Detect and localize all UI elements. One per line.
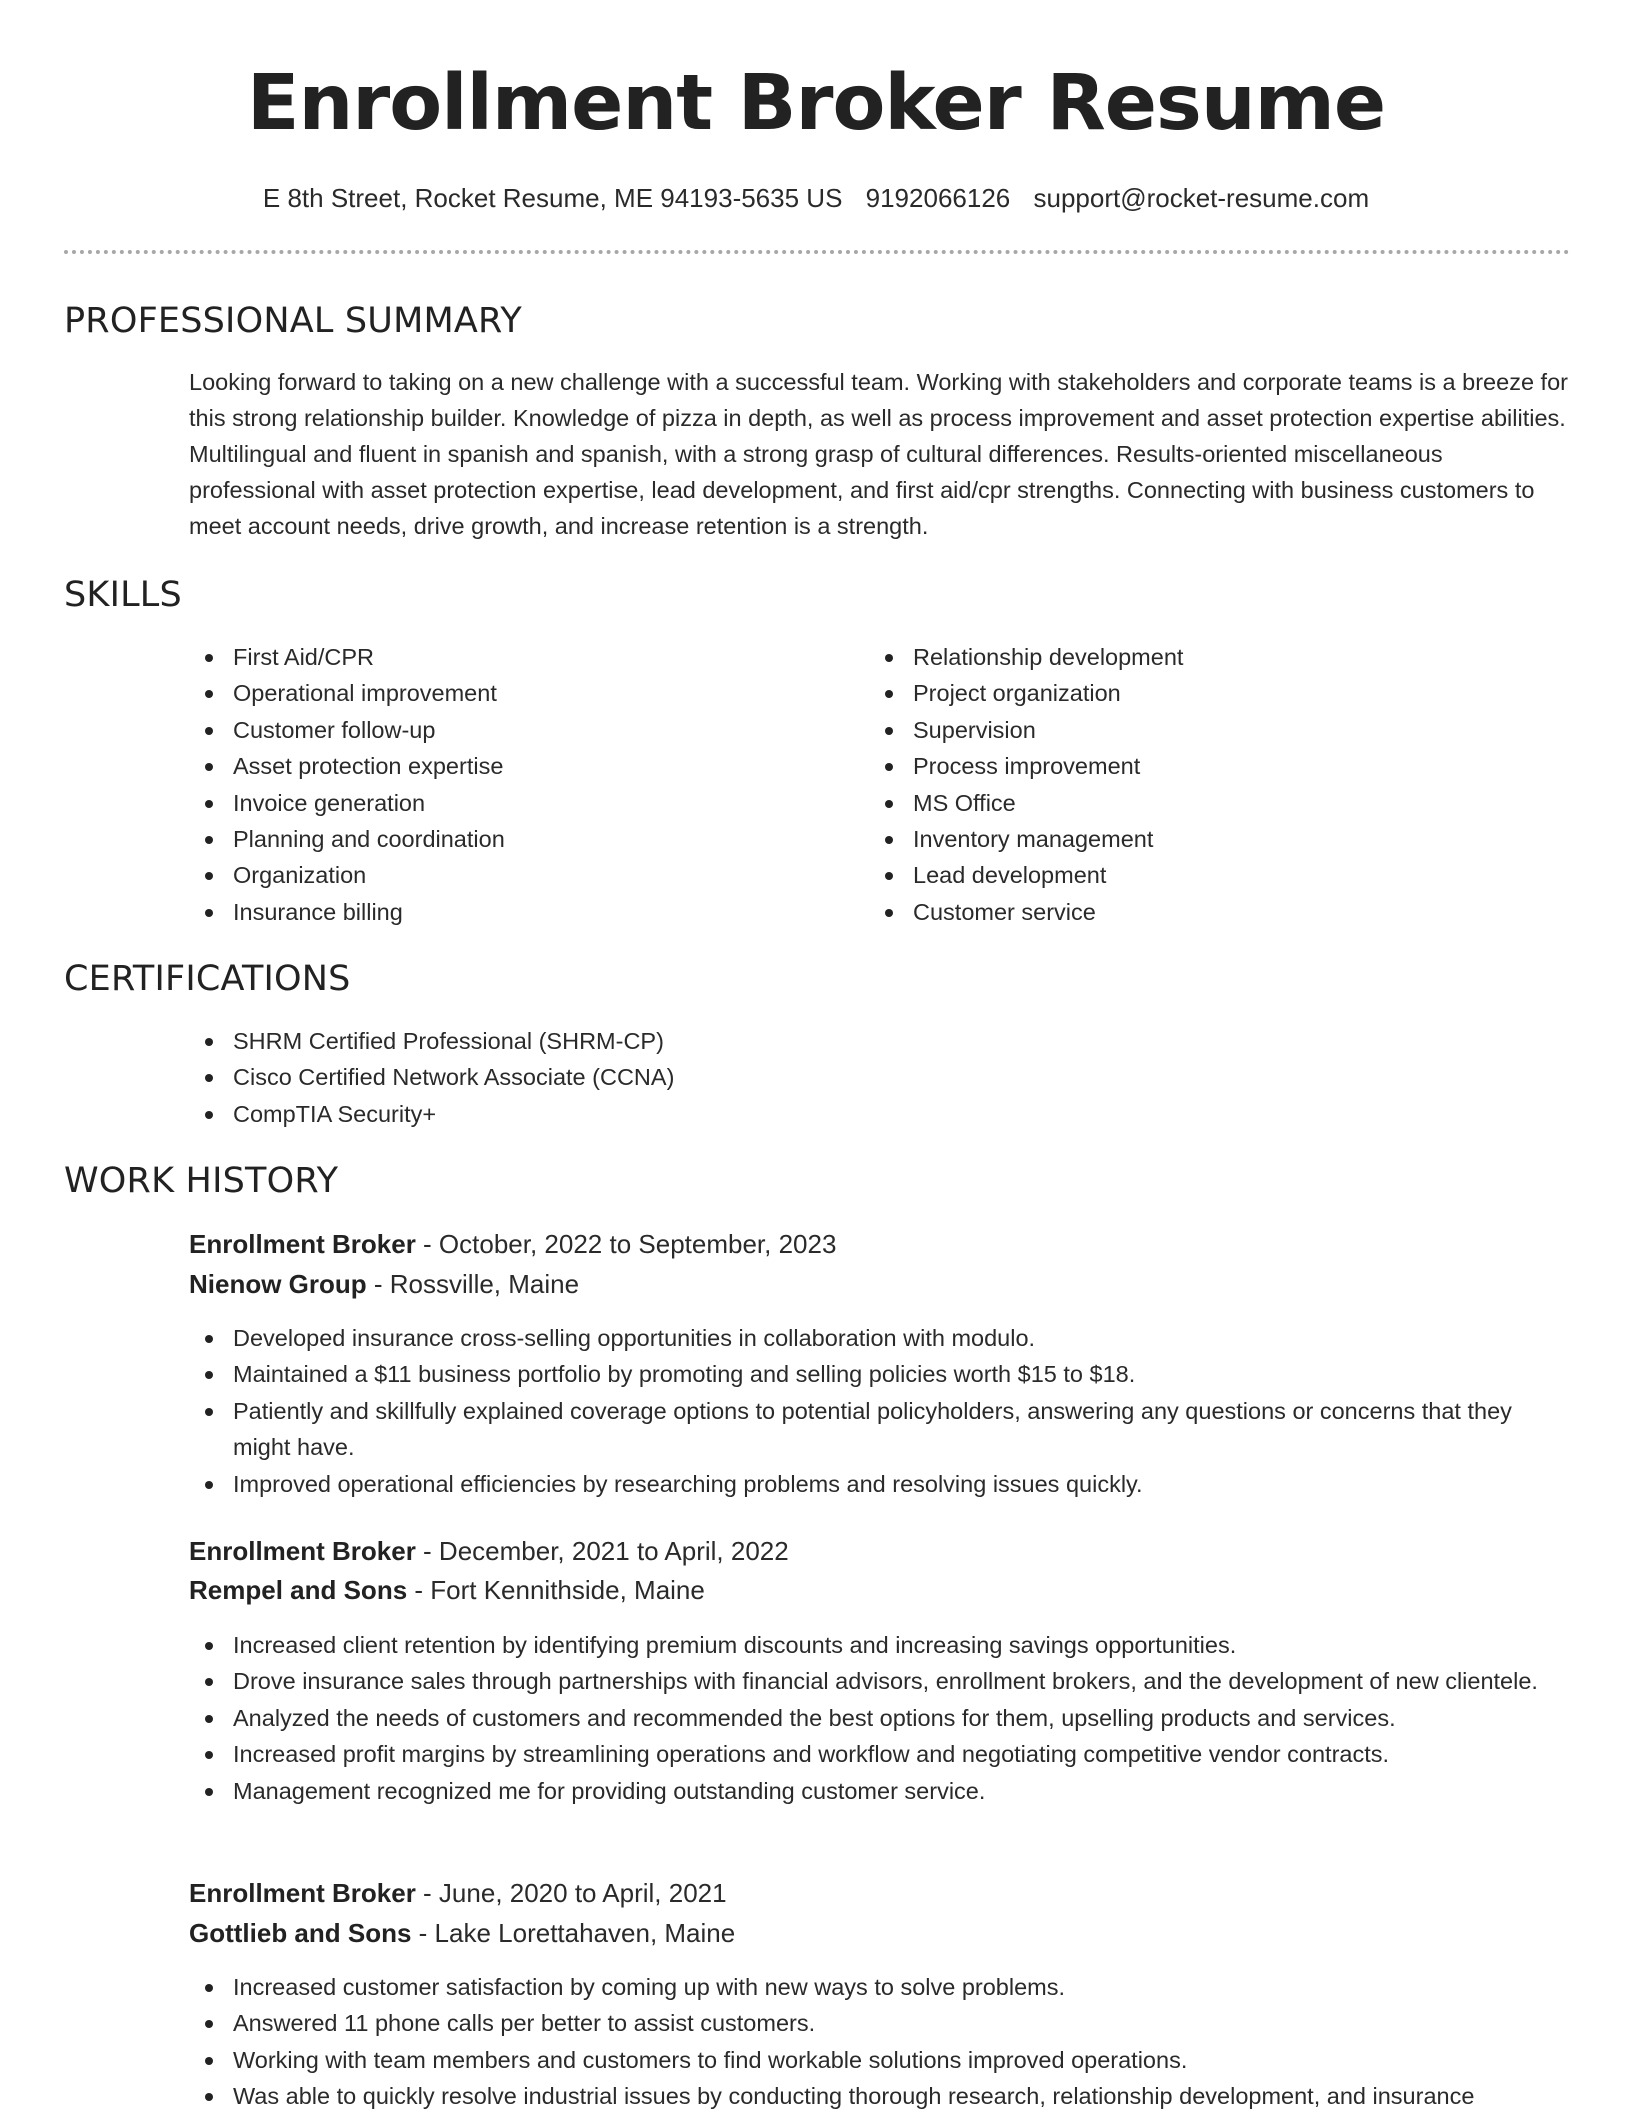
skill-item: Customer follow-up xyxy=(189,712,829,748)
job-company-line xyxy=(189,1915,735,1951)
skill-item: MS Office xyxy=(869,785,1509,821)
skill-item: Invoice generation xyxy=(189,785,829,821)
skill-item: Relationship development xyxy=(869,639,1509,675)
job-bullet: Working with team members and customers to find workable solutions improved operations. xyxy=(189,2042,1569,2078)
skills-list-right xyxy=(869,639,1509,930)
resume-title: Enrollment Broker Resume xyxy=(246,59,1386,148)
job-location: - Rossville, Maine xyxy=(366,1269,580,1299)
job-dates: - June, 2020 to April, 2021 xyxy=(415,1878,727,1908)
certifications-heading: CERTIFICATIONS xyxy=(64,959,351,999)
job-dates: - December, 2021 to April, 2022 xyxy=(415,1536,789,1566)
summary-heading: PROFESSIONAL SUMMARY xyxy=(64,301,522,341)
job-title-line xyxy=(189,1533,789,1569)
skill-item: Operational improvement xyxy=(189,675,829,711)
job-dates: - October, 2022 to September, 2023 xyxy=(415,1229,837,1259)
skill-item: Organization xyxy=(189,857,829,893)
job-location: - Lake Lorettahaven, Maine xyxy=(411,1918,736,1948)
job-bullet: Was able to quickly resolve industrial issues by conducting thorough research, relationship development, and insurance xyxy=(189,2078,1569,2112)
certifications-list xyxy=(189,1023,1569,1132)
work-history-heading: WORK HISTORY xyxy=(64,1161,339,1201)
skill-item: Process improvement xyxy=(869,748,1509,784)
job-bullets xyxy=(189,1627,1569,1809)
skills-heading: SKILLS xyxy=(64,575,182,615)
skills-list-left xyxy=(189,639,829,930)
job-company: Nienow Group xyxy=(189,1269,367,1299)
job-bullet: Developed insurance cross-selling opportunities in collaboration with modulo. xyxy=(189,1320,1569,1356)
certification-item: CompTIA Security+ xyxy=(189,1096,1569,1132)
skill-item: First Aid/CPR xyxy=(189,639,829,675)
summary-text: Looking forward to taking on a new challenge with a successful team. Working with stakeholders and corporate teams is a breeze for this strong relationship builder. Knowledge of pizza in depth, as well as process improvement and asset protection expertise abilities. Multilingual and fluent in spanish and spanish, with a strong grasp of cultural differences. Results-oriented miscellaneous professional with asset protection expertise, lead development, and first aid/cpr strengths. Connecting with business customers to meet account needs, drive growth, and increase retention is a strength. xyxy=(189,369,1568,539)
skill-item: Supervision xyxy=(869,712,1509,748)
contact-line xyxy=(0,180,1632,216)
job-bullet: Increased profit margins by streamlining operations and workflow and negotiating competitive vendor contracts. xyxy=(189,1736,1569,1772)
job-company: Rempel and Sons xyxy=(189,1575,408,1605)
job-bullet: Answered 11 phone calls per better to assist customers. xyxy=(189,2005,1569,2041)
job-title-line xyxy=(189,1226,836,1262)
contact-phone: 9192066126 xyxy=(865,183,1011,213)
job-bullet: Maintained a $11 business portfolio by promoting and selling policies worth $15 to $18. xyxy=(189,1356,1569,1392)
job-bullets xyxy=(189,1969,1569,2112)
job-company-line xyxy=(189,1572,705,1608)
header-divider xyxy=(64,250,1570,254)
skill-item: Insurance billing xyxy=(189,894,829,930)
job-bullet: Improved operational efficiencies by researching problems and resolving issues quickly. xyxy=(189,1466,1569,1502)
contact-address: E 8th Street, Rocket Resume, ME 94193-5635 US xyxy=(262,183,843,213)
job-title: Enrollment Broker xyxy=(189,1229,416,1259)
job-bullets xyxy=(189,1320,1569,1502)
job-company: Gottlieb and Sons xyxy=(189,1918,412,1948)
skill-item: Customer service xyxy=(869,894,1509,930)
skill-item: Project organization xyxy=(869,675,1509,711)
job-bullet: Patiently and skillfully explained coverage options to potential policyholders, answering any questions or concerns that they might have. xyxy=(189,1393,1569,1466)
job-bullet: Drove insurance sales through partnerships with financial advisors, enrollment brokers, and the development of new clientele. xyxy=(189,1663,1569,1699)
certification-item: SHRM Certified Professional (SHRM-CP) xyxy=(189,1023,1569,1059)
job-bullet: Increased customer satisfaction by coming up with new ways to solve problems. xyxy=(189,1969,1569,2005)
certification-item: Cisco Certified Network Associate (CCNA) xyxy=(189,1059,1569,1095)
skill-item: Planning and coordination xyxy=(189,821,829,857)
job-bullet: Management recognized me for providing outstanding customer service. xyxy=(189,1773,1569,1809)
job-location: - Fort Kennithside, Maine xyxy=(407,1575,705,1605)
skill-item: Inventory management xyxy=(869,821,1509,857)
job-title: Enrollment Broker xyxy=(189,1878,416,1908)
job-title-line xyxy=(189,1875,727,1911)
job-bullet: Increased client retention by identifying premium discounts and increasing savings opportunities. xyxy=(189,1627,1569,1663)
skill-item: Lead development xyxy=(869,857,1509,893)
contact-email: support@rocket-resume.com xyxy=(1033,183,1370,213)
job-title: Enrollment Broker xyxy=(189,1536,416,1566)
job-bullet: Analyzed the needs of customers and recommended the best options for them, upselling products and services. xyxy=(189,1700,1569,1736)
skill-item: Asset protection expertise xyxy=(189,748,829,784)
job-company-line xyxy=(189,1266,579,1302)
